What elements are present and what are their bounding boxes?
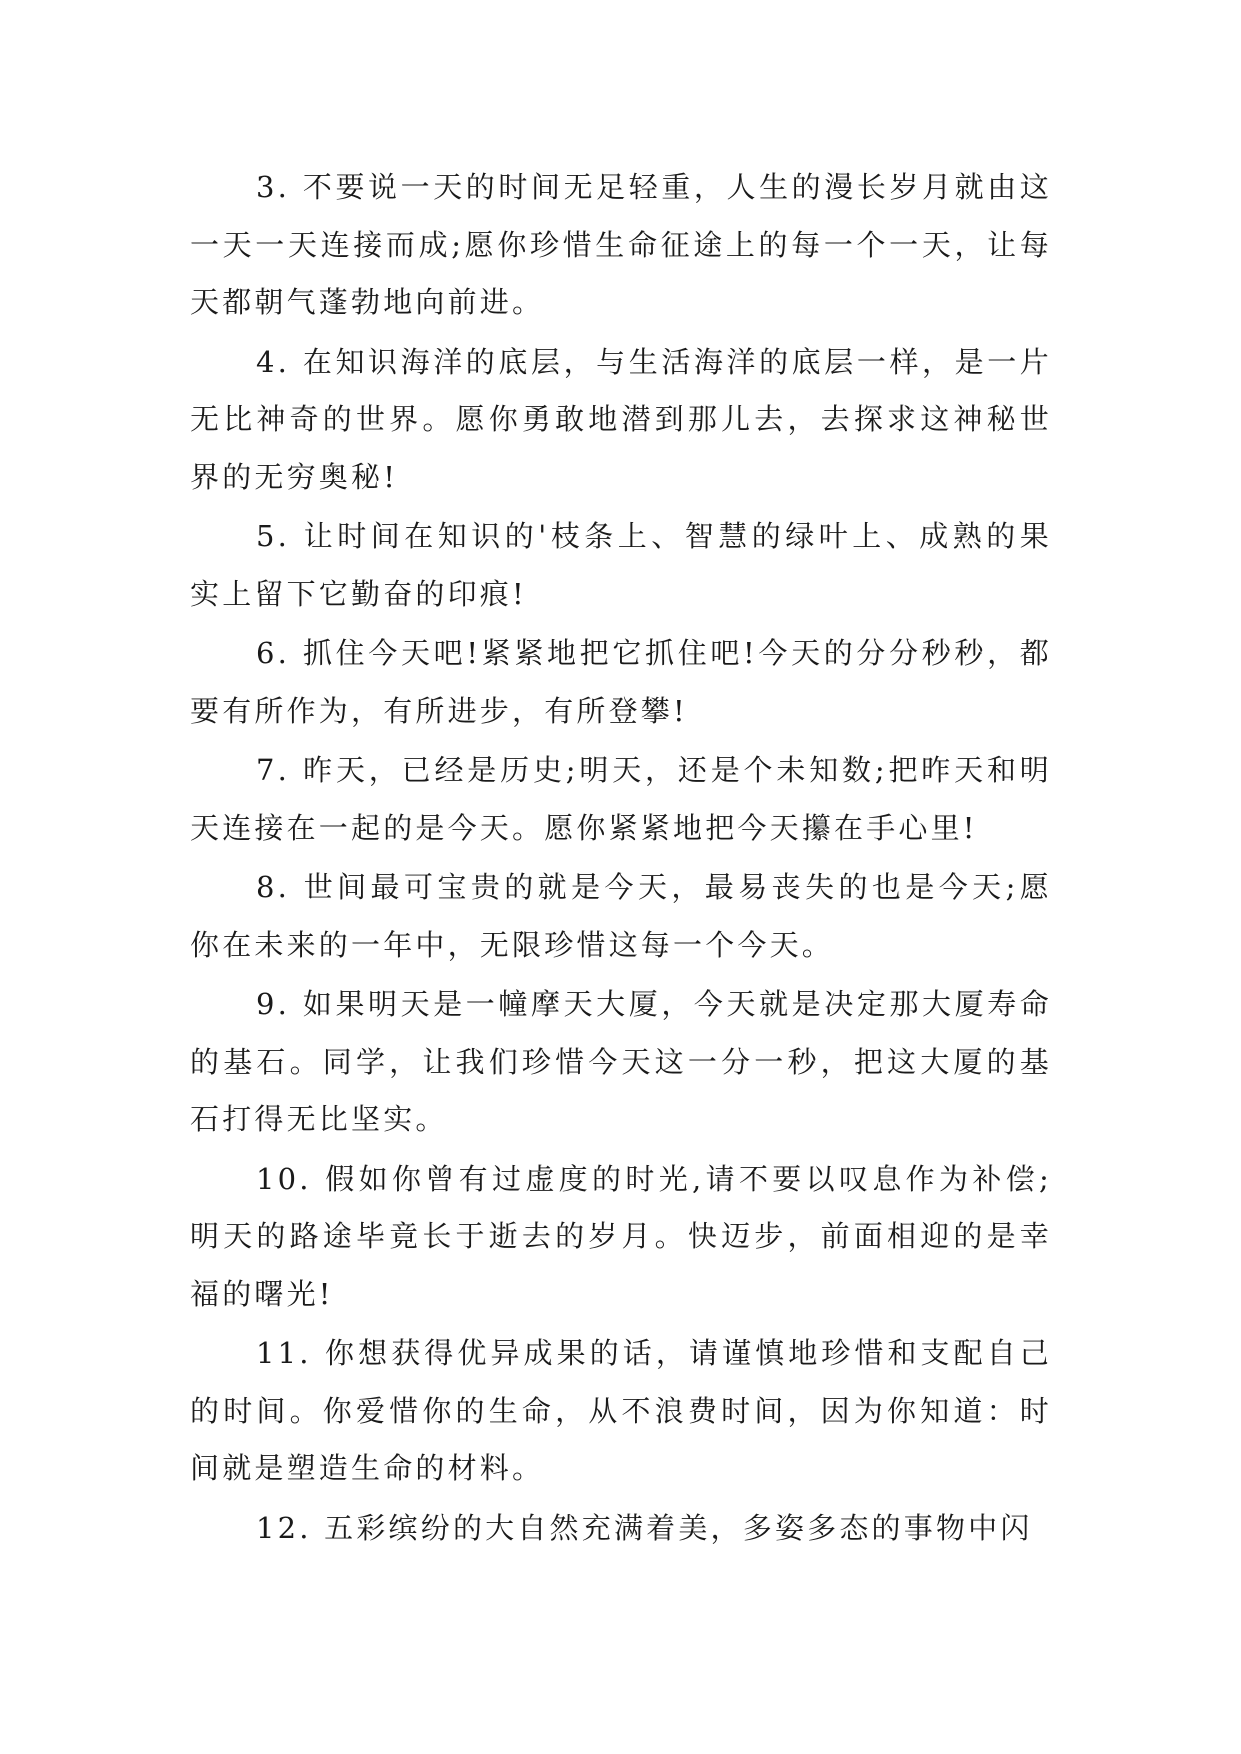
paragraph-12: 12. 五彩缤纷的大自然充满着美，多姿多态的事物中闪 [256,1510,1033,1545]
paragraph-4: 4. 在知识海洋的底层，与生活海洋的底层一样，是一片无比神奇的世界。愿你勇敢地潜到那儿去，去探求这神秘世界的无穷奥秘! [190,344,1052,494]
paragraph-8: 8. 世间最可宝贵的就是今天，最易丧失的也是今天;愿你在未来的一年中，无限珍惜这每一个今天。 [190,870,1052,962]
paragraph-11: 11. 你想获得优异成果的话，请谨慎地珍惜和支配自己的时间。你爱惜你的生命，从不浪费时间，因为你知道：时间就是塑造生命的材料。 [190,1336,1052,1485]
document-body [190,159,1052,1559]
paragraph-6: 6. 抓住今天吧!紧紧地把它抓住吧!今天的分分秒秒，都要有所作为，有所进步，有所登攀! [190,636,1052,728]
paragraph-10: 10. 假如你曾有过虚度的时光,请不要以叹息作为补偿;明天的路途毕竟长于逝去的岁月。快迈步，前面相迎的是幸福的曙光! [190,1161,1052,1311]
paragraph-7: 7. 昨天，已经是历史;明天，还是个未知数;把昨天和明天连接在一起的是今天。愿你紧紧地把今天攥在手心里! [190,753,1052,845]
paragraph-5: 5. 让时间在知识的'枝条上、智慧的绿叶上、成熟的果实上留下它勤奋的印痕! [190,519,1052,611]
paragraph-3: 3. 不要说一天的时间无足轻重，人生的漫长岁月就由这一天一天连接而成;愿你珍惜生命征途上的每一个一天，让每天都朝气蓬勃地向前进。 [190,170,1052,319]
paragraph-9: 9. 如果明天是一幢摩天大厦，今天就是决定那大厦寿命的基石。同学，让我们珍惜今天这一分一秒，把这大厦的基石打得无比坚实。 [190,987,1052,1136]
